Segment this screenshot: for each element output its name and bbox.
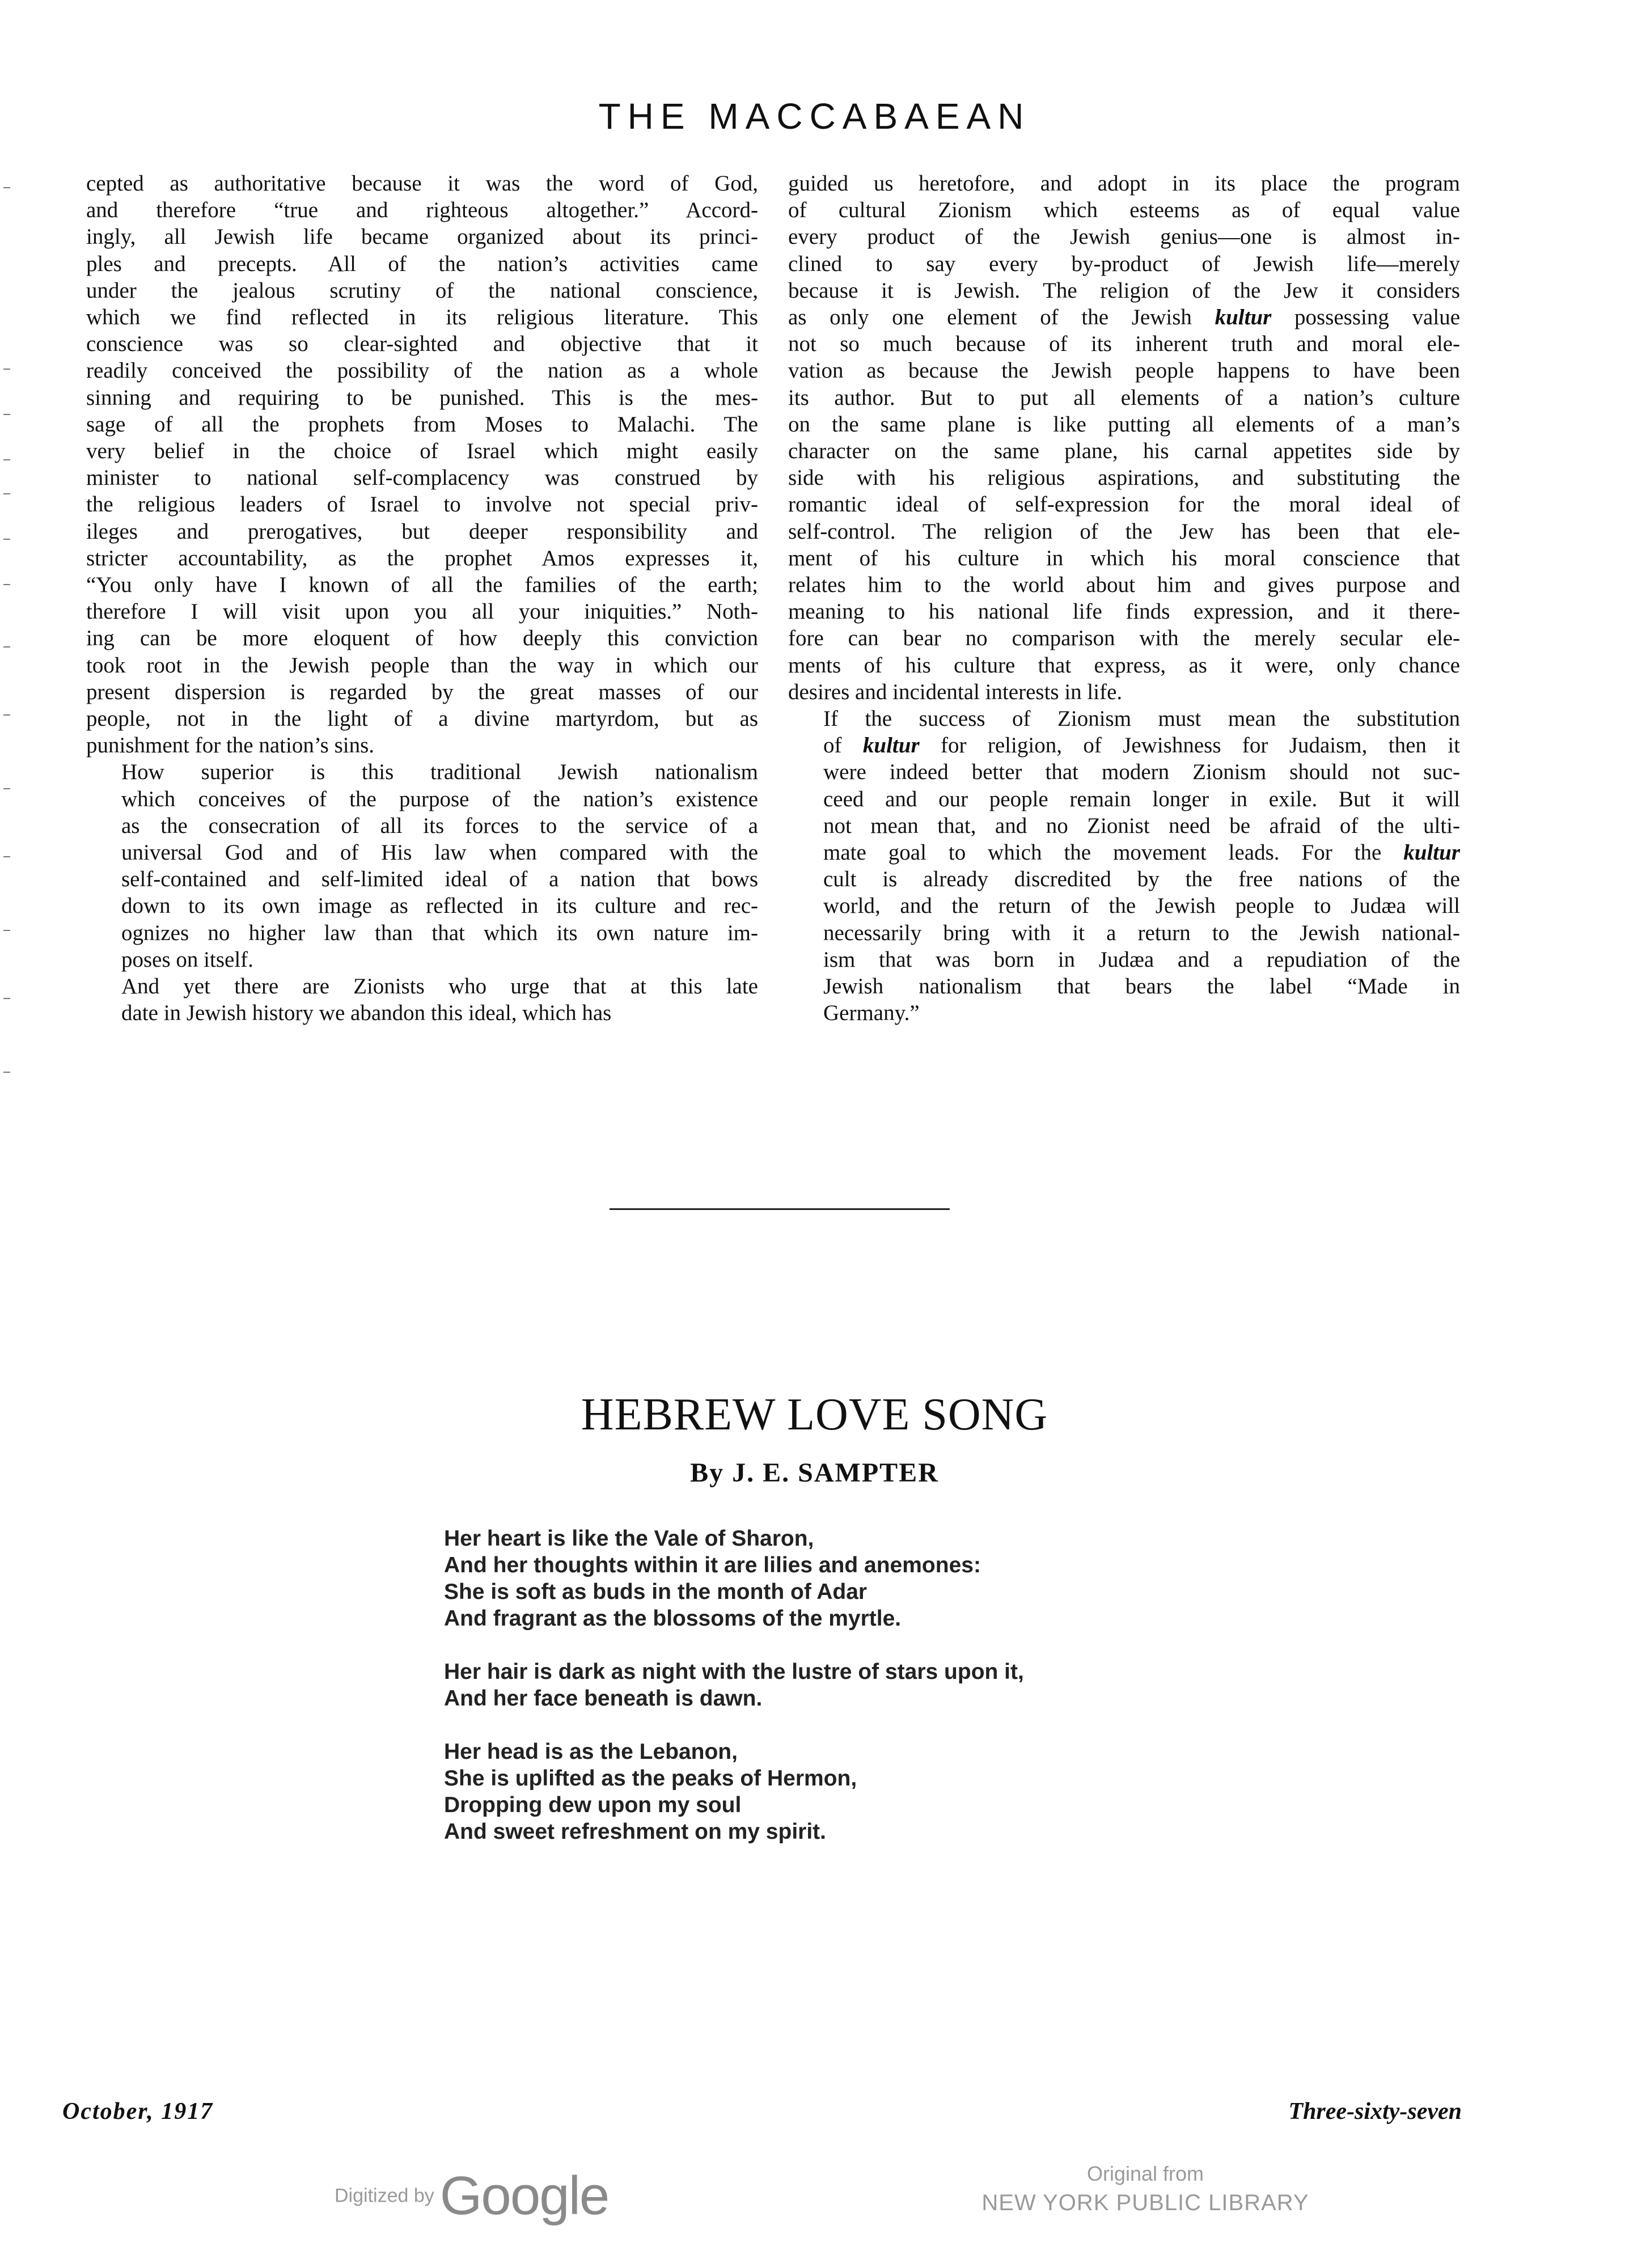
text-line: How superior is this traditional Jewish nationalism [121, 760, 758, 785]
text-line: sage of all the prophets from Moses to Malachi. The [86, 412, 758, 437]
right-column [788, 170, 1460, 1027]
text-line: Germany.” [823, 1001, 920, 1026]
text-line: necessarily bring with it a return to the Jewish national- [823, 920, 1460, 945]
poem-body [444, 1525, 1465, 1872]
text-line: poses on itself. [121, 947, 253, 972]
poem-title: HEBREW LOVE SONG [581, 1390, 1048, 1440]
text-line: self-control. The religion of the Jew has been that ele- [788, 519, 1460, 544]
poem-line: And her thoughts within it are lilies and anemones: [444, 1553, 981, 1577]
text-line: under the jealous scrutiny of the national conscience, [86, 278, 758, 303]
text-line: And yet there are Zionists who urge that at this late [121, 974, 758, 999]
text-line: not so much because of its inherent truth and moral ele- [788, 332, 1460, 357]
text-line: If the success of Zionism must mean the substitution [823, 706, 1460, 731]
library-name: NEW YORK PUBLIC LIBRARY [981, 2190, 1309, 2215]
text-line: world, and the return of the Jewish people to Judæa will [823, 894, 1460, 919]
text-line: ing can be more eloquent of how deeply this conviction [86, 626, 758, 651]
text-line: on the same plane is like putting all elements of a man’s [788, 412, 1460, 437]
text-line: the religious leaders of Israel to involve not special priv- [86, 492, 758, 517]
section-divider [610, 1208, 950, 1210]
text-line: self-contained and self-limited ideal of a nation that bows [121, 867, 758, 892]
text-line: readily conceived the possibility of the nation as a whole [86, 358, 758, 383]
page-number: Three-sixty-seven [1288, 2098, 1462, 2125]
poem-stanza [444, 1658, 1465, 1712]
paragraph [86, 170, 758, 759]
poem-line: Dropping dew upon my soul [444, 1793, 742, 1817]
text-line: cult is already discredited by the free nations of the [823, 867, 1460, 892]
text-line: ples and precepts. All of the nation’s activities came [86, 251, 758, 276]
margin-scan-marks [0, 176, 23, 1140]
paragraph [788, 170, 1460, 705]
text-line: minister to national self-complacency was construed by [86, 466, 758, 490]
text-line: ism that was born in Judæa and a repudiation of the [823, 947, 1460, 972]
digitized-prefix: Digitized by [335, 2185, 434, 2207]
text-line: therefore I will visit upon you all your iniquities.” Noth- [86, 599, 758, 624]
text-line: which conceives of the purpose of the nation’s existence [121, 786, 758, 811]
left-column [86, 170, 758, 1027]
poem-line: And sweet refreshment on my spirit. [444, 1820, 826, 1844]
text-line: relates him to the world about him and gives purpose and [788, 573, 1460, 598]
text-line: ileges and prerogatives, but deeper responsibility and [86, 519, 758, 544]
text-line: its author. But to put all elements of a nation’s culture [788, 385, 1460, 410]
text-line: universal God and of His law when compared with the [121, 840, 758, 865]
text-line: because it is Jewish. The religion of the Jew it considers [788, 278, 1460, 303]
text-line: ognizes no higher law than that which its own nature im- [121, 920, 758, 945]
text-line: as only one element of the Jewish kultur possessing value [788, 305, 1461, 330]
text-line: ment of his culture in which his moral conscience that [788, 545, 1460, 570]
text-line: stricter accountability, as the prophet Amos expresses it, [86, 545, 758, 570]
text-line: Jewish nationalism that bears the label “Made in [823, 974, 1460, 999]
text-line: cepted as authoritative because it was the word of God, [86, 171, 758, 196]
text-line: every product of the Jewish genius—one is almost in- [788, 225, 1460, 249]
text-line: as the consecration of all its forces to the service of a [121, 813, 758, 838]
text-line: fore can bear no comparison with the merely secular ele- [788, 626, 1460, 651]
text-line: vation as because the Jewish people happens to have been [788, 358, 1460, 383]
text-line: side with his religious aspirations, and substituting the [788, 466, 1460, 490]
poem-line: Her head is as the Lebanon, [444, 1740, 738, 1764]
text-line: date in Jewish history we abandon this ideal, which has [121, 1001, 612, 1026]
text-line: of kultur for religion, of Jewishness for Judaism, then it [823, 733, 1460, 758]
source-notice [947, 2160, 1344, 2218]
paragraph [788, 705, 1460, 1026]
text-line: sinning and requiring to be punished. This is the mes- [86, 385, 758, 410]
text-line: took root in the Jewish people than the way in which our [86, 653, 758, 678]
poem-stanza [444, 1525, 1465, 1632]
poem-line: And fragrant as the blossoms of the myrtle. [444, 1606, 902, 1631]
text-line: were indeed better that modern Zionism should not suc- [823, 760, 1460, 785]
paragraph [86, 973, 758, 1026]
poem-stanza [444, 1738, 1465, 1845]
text-line: which we find reflected in its religious literature. This [86, 305, 758, 330]
paragraph [86, 759, 758, 973]
google-logo: Google [439, 2165, 609, 2226]
text-line: very belief in the choice of Israel which might easily [86, 439, 758, 464]
text-line: ments of his culture that express, as it were, only chance [788, 653, 1460, 678]
text-line: meaning to his national life finds expression, and it there- [788, 599, 1460, 624]
text-line: romantic ideal of self-expression for the moral ideal of [788, 492, 1460, 517]
text-line: down to its own image as reflected in its culture and rec- [121, 894, 758, 919]
poem-line: Her heart is like the Vale of Sharon, [444, 1526, 814, 1551]
text-line: clined to say every by-product of Jewish life—merely [788, 251, 1460, 276]
text-line: ingly, all Jewish life became organized about its princi- [86, 225, 758, 249]
poem-line: Her hair is dark as night with the lustre of stars upon it, [444, 1660, 1024, 1684]
poem-line: She is uplifted as the peaks of Hermon, [444, 1766, 857, 1791]
text-line: of cultural Zionism which esteems as of equal value [788, 198, 1460, 223]
masthead: THE MACCABAEAN [598, 96, 1031, 137]
text-line: not mean that, and no Zionist need be afraid of the ulti- [823, 813, 1460, 838]
poem-line: She is soft as buds in the month of Adar [444, 1580, 868, 1604]
text-line: character on the same plane, his carnal appetites side by [788, 439, 1460, 464]
text-line: people, not in the light of a divine martyrdom, but as [86, 706, 758, 731]
poem-line: And her face beneath is dawn. [444, 1686, 763, 1711]
digitized-by-notice [335, 2165, 608, 2227]
text-line: punishment for the nation’s sins. [86, 733, 375, 758]
text-line: present dispersion is regarded by the great masses of our [86, 679, 758, 704]
text-line: “You only have I known of all the families of the earth; [86, 573, 758, 598]
text-line: and therefore “true and righteous altogether.” Accord- [86, 198, 758, 223]
text-line: ceed and our people remain longer in exile. But it will [823, 786, 1460, 811]
text-line: conscience was so clear-sighted and objective that it [86, 332, 758, 357]
text-line: guided us heretofore, and adopt in its place the program [788, 171, 1460, 196]
text-line: desires and incidental interests in life. [788, 679, 1123, 704]
issue-date: October, 1917 [62, 2098, 214, 2125]
text-line: mate goal to which the movement leads. For the kultur [823, 840, 1460, 865]
original-from-label: Original from [1086, 2162, 1204, 2185]
poem-author: By J. E. SAMPTER [690, 1458, 939, 1488]
